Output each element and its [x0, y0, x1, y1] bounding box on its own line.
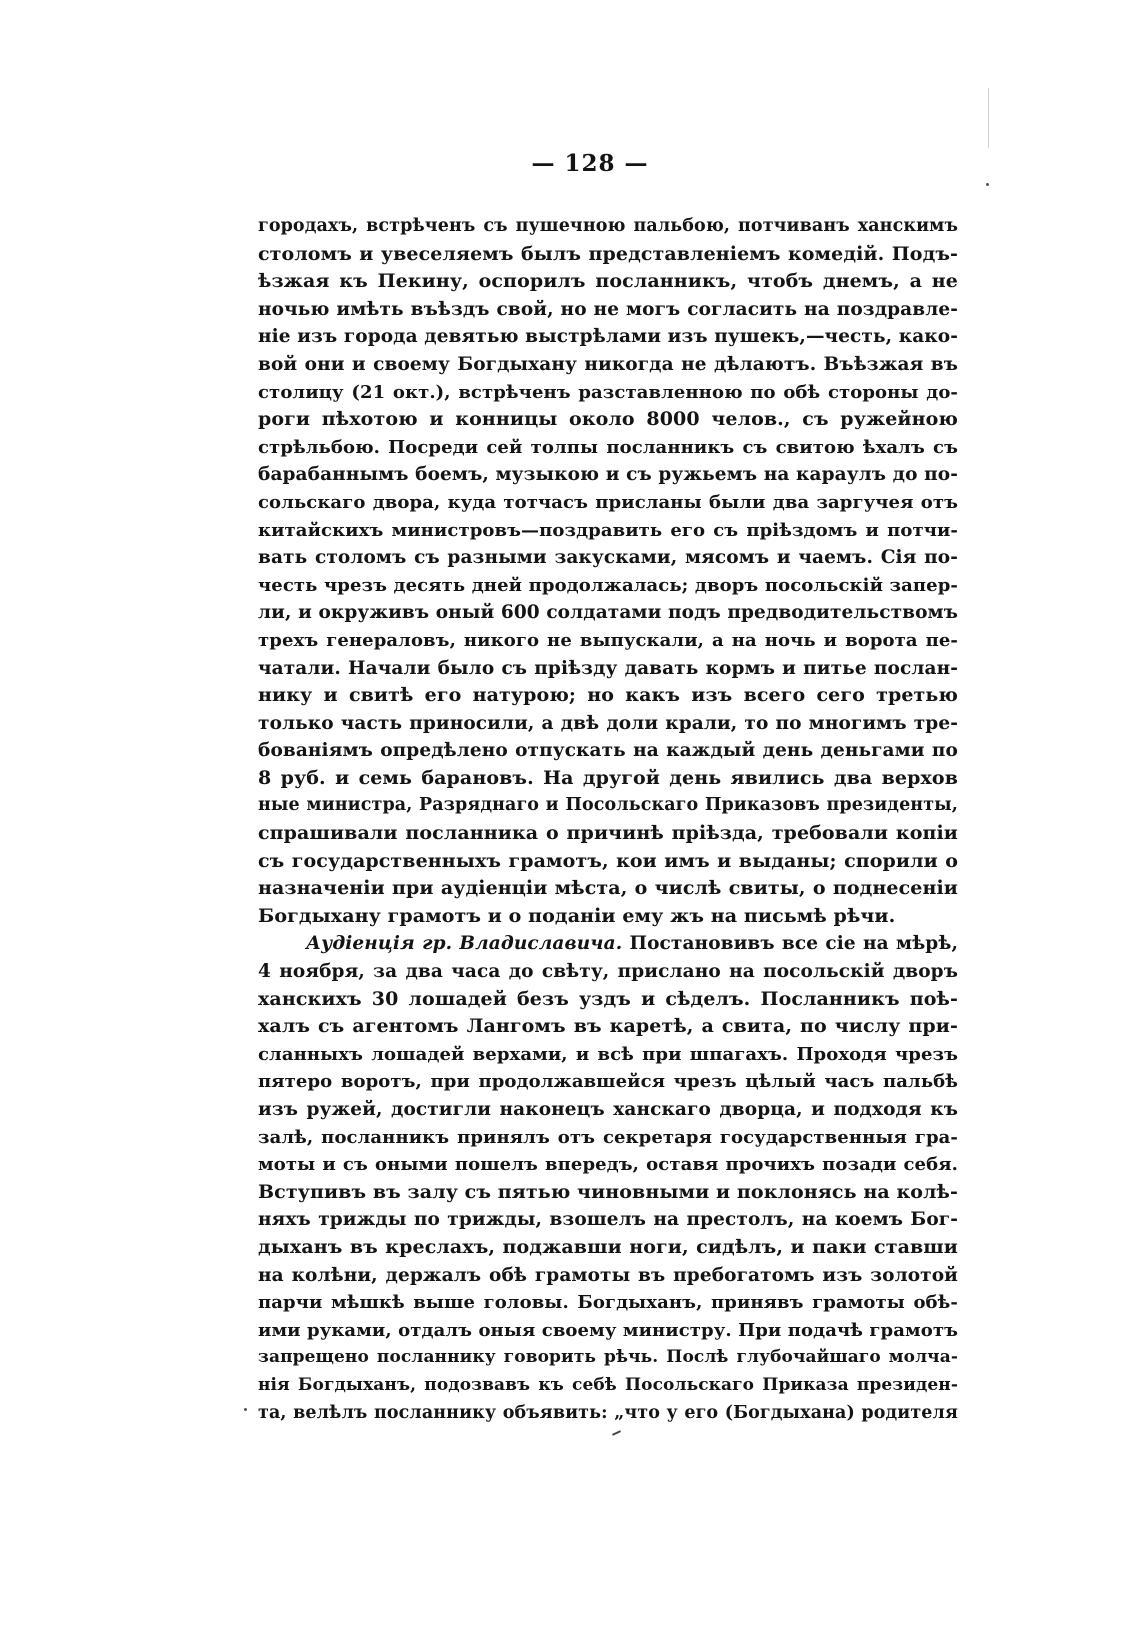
text-line: ли, и окруживъ оный 600 солдатами подъ предводительствомъ — [258, 602, 958, 624]
text-line: Вступивъ въ залу съ пятью чиновными и поклонясь на колѣ- — [258, 1180, 958, 1203]
text-line: парчи мѣшкѣ выше головы. Богдыханъ, принявъ грамоты обѣ- — [258, 1292, 958, 1314]
page-number: — 128 — — [531, 150, 649, 177]
text-line: дыханъ въ креслахъ, поджавши ноги, сидѣлъ, и паки ставши — [258, 1235, 958, 1258]
text-line: трехъ генераловъ, никого не выпускали, а на ночь и ворота пе- — [258, 629, 958, 651]
text-line: Богдыхану грамотъ и о поданіи ему жъ на письмѣ рѣчи. — [258, 904, 896, 927]
section-first-line — [258, 930, 958, 958]
margin-rule — [988, 88, 989, 148]
text-line: ими руками, отдалъ оныя своему министру. При подачѣ грамотъ — [258, 1319, 958, 1341]
text-line: вать столомъ съ разными закусками, мясомъ и чаемъ. Сія по- — [258, 547, 958, 569]
text-line: изъ ружей, достигли наконецъ ханскаго дворца, и подходя къ — [258, 1099, 958, 1120]
text-line: ханскихъ 30 лошадей безъ уздъ и сѣделъ. Посланникъ поѣ- — [258, 987, 958, 1010]
section-first-line-text: Постановивъ все сіе на мѣрѣ, — [622, 933, 958, 955]
text-line: честь чрезъ десять дней продолжалась; дворъ посольскій запер- — [258, 574, 958, 596]
text-line: китайскихъ министровъ—поздравить его съ пріѣздомъ и потчи- — [258, 519, 958, 541]
text-line: пятеро воротъ, при продолжавшейся чрезъ цѣлый часъ пальбѣ — [258, 1071, 958, 1093]
text-line: залѣ, посланникъ принялъ отъ секретаря государственныя гра- — [258, 1126, 958, 1148]
speck-mark — [244, 1408, 247, 1411]
text-line: барабаннымъ боемъ, музыкою и съ ружьемъ на караулъ до по- — [258, 464, 958, 486]
text-line: назначеніи при аудіенціи мѣста, о числѣ свиты, о поднесеніи — [258, 877, 958, 900]
text-line: сланныхъ лошадей верхами, и всѣ при шпагахъ. Проходя чрезъ — [258, 1043, 958, 1065]
text-line: запрещено посланнику говорить рѣчь. Послѣ глубочайшаго молча- — [258, 1347, 958, 1368]
text-line: няхъ трижды по трижды, взошелъ на престолъ, на коемъ Бог- — [258, 1209, 958, 1231]
text-line: только часть приносили, а двѣ доли крали, то по многимъ тре- — [258, 712, 958, 734]
speck-mark — [612, 1430, 621, 1436]
section-heading: Аудіенція гр. Владиславича. — [306, 933, 623, 955]
speck-mark — [986, 183, 989, 186]
text-line: спрашивали посланника о причинѣ пріѣзда, требовали копіи — [258, 822, 958, 845]
text-line: столицу (21 окт.), встрѣченъ разставленною по обѣ стороны до- — [258, 381, 958, 403]
text-line: съ государственныхъ грамотъ, кои имъ и выданы; спорили о — [258, 849, 958, 872]
text-line: на колѣни, держалъ обѣ грамоты въ пребогатомъ изъ золотой — [258, 1264, 958, 1286]
text-line: чатали. Начали было съ пріѣзду давать кормъ и питье послан- — [258, 657, 958, 679]
text-line: столомъ и увеселяемъ былъ представленіемъ комедій. Подъ- — [258, 242, 958, 265]
text-line: ночью имѣть въѣздъ свой, но не могъ согласить на поздравле- — [258, 298, 958, 320]
text-line: халъ съ агентомъ Лангомъ въ каретѣ, а свита, по числу при- — [258, 1015, 958, 1038]
text-line: бованіямъ опредѣлено отпускать на каждый день деньгами по — [258, 740, 958, 762]
text-line: вой они и своему Богдыхану никогда не дѣлаютъ. Въѣзжая въ — [258, 353, 958, 375]
text-line: роги пѣхотою и конницы около 8000 челов., съ ружейною — [258, 408, 958, 431]
body-text — [258, 213, 958, 1427]
text-line: нику и свитѣ его натурою; но какъ изъ всего сего третью — [258, 684, 958, 707]
text-line: 4 ноября, за два часа до свѣту, прислано на посольскій дворъ — [258, 961, 958, 983]
text-line: моты и съ оными пошелъ впередъ, оставя прочихъ позади себя. — [258, 1154, 958, 1176]
text-line: нія Богдыханъ, подозвавъ къ себѣ Посольскаго Приказа президен- — [258, 1374, 958, 1395]
text-line: ѣзжая къ Пекину, оспорилъ посланникъ, чтобъ днемъ, а не — [258, 270, 958, 293]
text-line: сольскаго двора, куда тотчасъ присланы были два заргучея отъ — [258, 491, 958, 513]
text-line: 8 руб. и семь барановъ. На другой день явились два верхов — [258, 766, 958, 789]
text-line: стрѣльбою. Посреди сей толпы посланникъ съ свитою ѣхалъ съ — [258, 436, 958, 458]
text-line: ніе изъ города девятью выстрѣлами изъ пушекъ,—честь, како- — [258, 326, 958, 348]
text-line: городахъ, встрѣченъ съ пушечною пальбою, потчиванъ ханскимъ — [258, 216, 958, 236]
text-line: ные министра, Разряднаго и Посольскаго Приказовъ президенты, — [258, 795, 958, 816]
text-line: та, велѣлъ посланнику объявить: „что у его (Богдыхана) родителя — [258, 1402, 958, 1423]
